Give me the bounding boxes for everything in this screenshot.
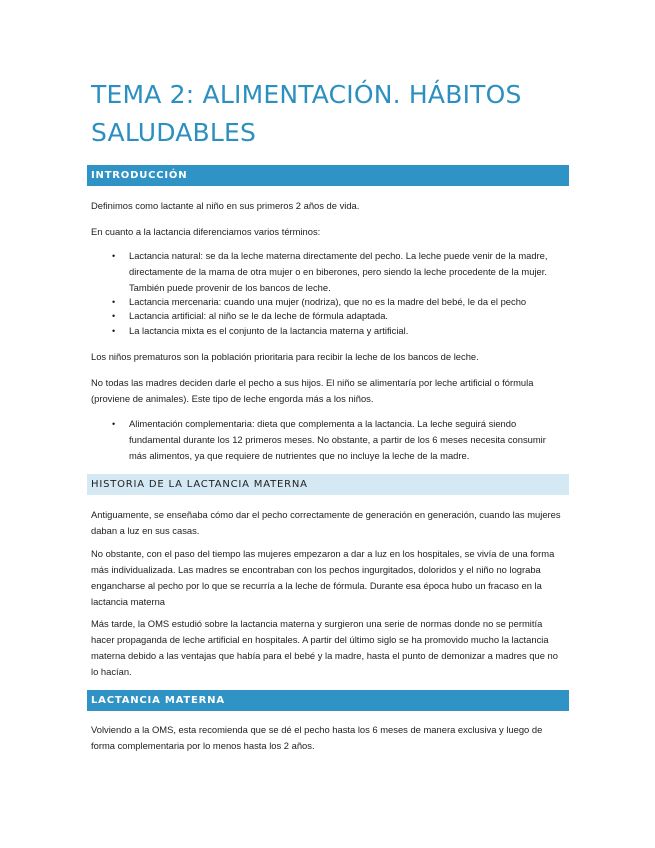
bullet-lactancia-mercenaria: • Lactancia mercenaria: cuando una mujer (nodriza), que no es la madre del bebé, le da el pecho	[129, 294, 565, 310]
historia-paragraph-2: No obstante, con el paso del tiempo las mujeres empezaron a dar a luz en los hospitales, se vivía de una forma más individualizada. Las madres se encontraban con los pechos ingurgitados, doloridos y el niño no lograba engancharse al pecho por lo que se recurría a la leche de fórmula. Durante esa época hubo un fracaso en la lactancia materna	[91, 548, 555, 607]
intro-paragraph-2: En cuanto a la lactancia diferenciamos varios términos:	[91, 226, 321, 237]
bullet-alimentacion-complementaria: • Alimentación complementaria: dieta que complementa a la lactancia. La leche seguirá siendo fundamental durante los 12 primeros meses. No obstante, a partir de los 6 meses necesita consumir más alimentos, ya que requiere de nutrientes que no incluye la leche de la madre.	[129, 416, 565, 464]
bullet-lactancia-natural: • Lactancia natural: se da la leche materna directamente del pecho. La leche puede venir de la madre, directamente de la mama de otra mujer o en biberones, pero siendo la leche procedente de la mujer. También puede provenir de los bancos de leche.	[129, 248, 565, 296]
page-title: TEMA 2: ALIMENTACIÓN. HÁBITOS SALUDABLES	[91, 80, 522, 147]
bullet-lactancia-artificial: • Lactancia artificial: al niño se le da leche de fórmula adaptada.	[129, 308, 565, 324]
intro-paragraph-4: No todas las madres deciden darle el pecho a sus hijos. El niño se alimentaría por leche artificial o fórmula (proviene de animales). Este tipo de leche engorda más a los niños.	[91, 377, 534, 404]
section-heading-introduccion: INTRODUCCIÓN	[87, 165, 569, 186]
historia-paragraph-1: Antiguamente, se enseñaba cómo dar el pecho correctamente de generación en generación, cuando las mujeres daban a luz en sus casas.	[91, 509, 561, 536]
historia-paragraph-3: Más tarde, la OMS estudió sobre la lactancia materna y surgieron una serie de normas donde no se permitía hacer propaganda de leche artificial en hospitales. A partir del último siglo se ha promovido mucho la lactancia materna debido a las ventajas que había para el bebé y la madre, hasta el punto de demonizar a madres que no lo hacían.	[91, 618, 558, 677]
intro-paragraph-1: Definimos como lactante al niño en sus primeros 2 años de vida.	[91, 200, 360, 211]
section-heading-lactancia-materna: LACTANCIA MATERNA	[87, 690, 569, 711]
section-heading-historia: HISTORIA DE LA LACTANCIA MATERNA	[87, 474, 569, 495]
intro-paragraph-3: Los niños prematuros son la población prioritaria para recibir la leche de los bancos de leche.	[91, 351, 479, 362]
bullet-lactancia-mixta: • La lactancia mixta es el conjunto de la lactancia materna y artificial.	[129, 323, 565, 339]
lactancia-paragraph-1: Volviendo a la OMS, esta recomienda que se dé el pecho hasta los 6 meses de manera exclusiva y luego de forma complementaria por lo menos hasta los 2 años.	[91, 724, 543, 751]
